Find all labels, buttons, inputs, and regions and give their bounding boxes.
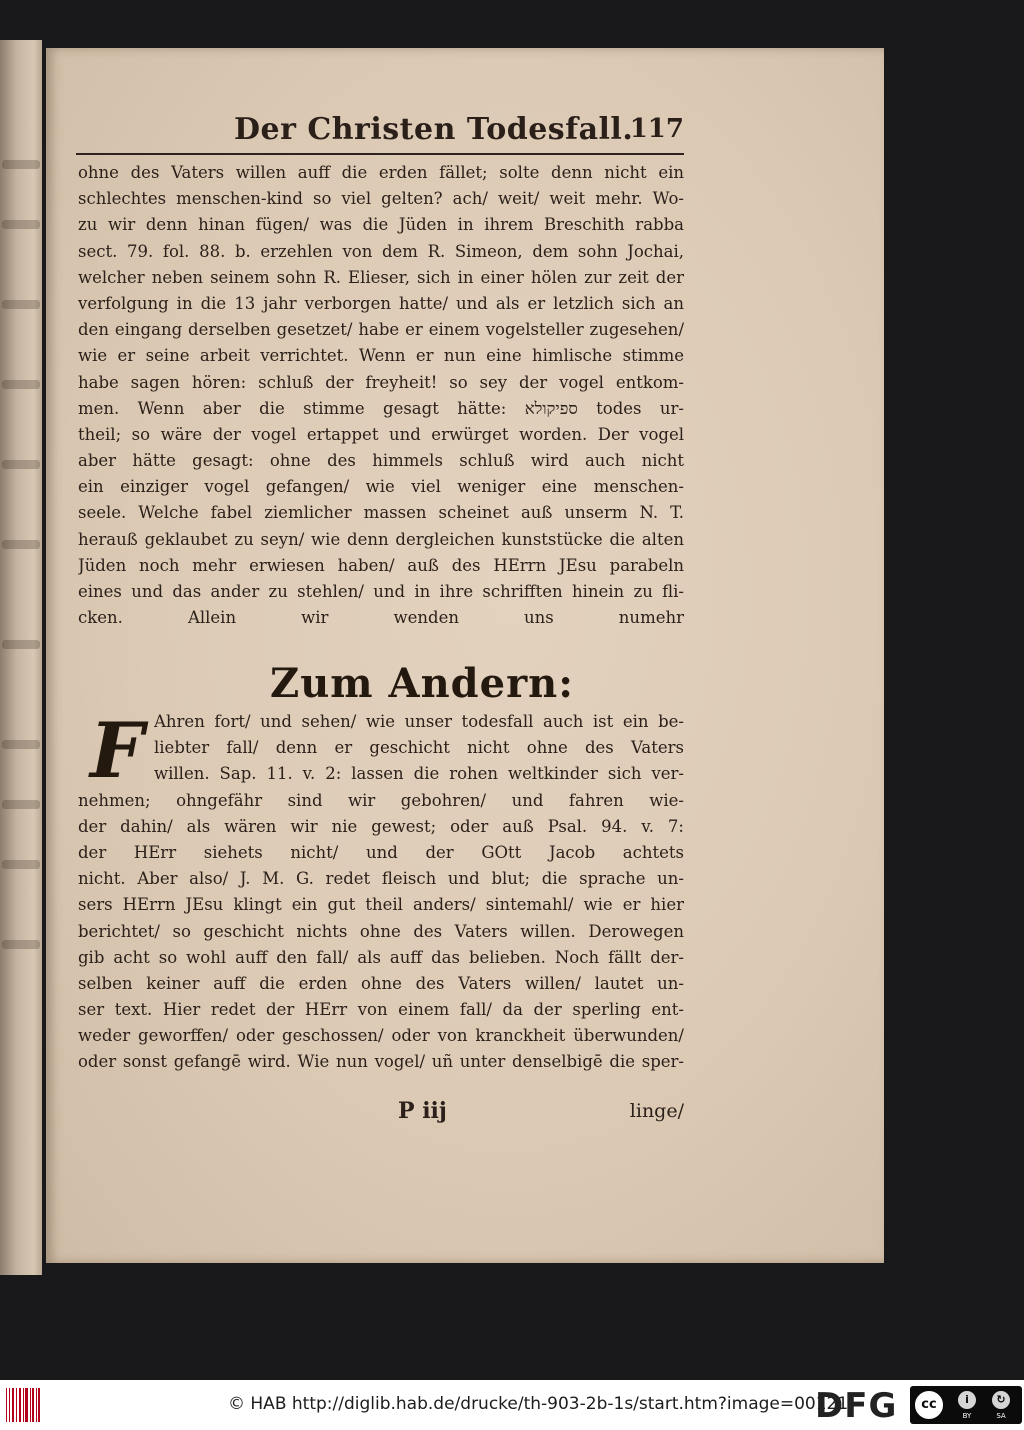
- section-heading: Zum Andern:: [270, 660, 574, 707]
- text-line: sect. 79. fol. 88. b. erzehlen von dem R. Simeon, dem sohn Jochai,: [78, 241, 684, 261]
- text-line: aber hätte gesagt: ohne des himmels schluß wird auch nicht: [78, 451, 684, 471]
- running-title: Der Christen Todesfall.: [234, 112, 634, 147]
- text-line: eines und das ander zu stehlen/ und in ihre schrifften hinein zu fli-: [78, 582, 684, 601]
- header-rule: [76, 153, 684, 155]
- text-line: welcher neben seinem sohn R. Elieser, sich in einer hölen zur zeit der: [78, 267, 684, 287]
- text-line: wie er seine arbeit verrichtet. Wenn er nun eine himlische stimme: [78, 346, 684, 366]
- text-line: ohne des Vaters willen auff die erden fället; solte denn nicht ein: [78, 163, 684, 182]
- text-line: nicht. Aber also/ J. M. G. redet fleisch und blut; die sprache un-: [78, 869, 684, 889]
- text-line: willen. Sap. 11. v. 2: lassen die rohen weltkinder sich ver-: [154, 764, 684, 784]
- by-label: BY: [962, 1412, 972, 1420]
- text-line: sers HErrn JEsu klingt ein gut theil anders/ sintemahl/ wie er hier: [78, 895, 684, 915]
- text-line: Jüden noch mehr erwiesen haben/ auß des HErrn JEsu parabeln: [78, 555, 684, 575]
- drop-cap: F: [90, 706, 144, 795]
- page-number: 117: [629, 114, 684, 144]
- cc-license-badge[interactable]: [910, 1386, 1022, 1424]
- cc-license-icon: cc: [913, 1389, 945, 1421]
- text-line: der dahin/ als wären wir nie gewest; oder auß Psal. 94. v. 7:: [78, 816, 684, 836]
- page-footer: [380, 1098, 684, 1128]
- by-icon: i: [956, 1389, 978, 1411]
- text-line: habe sagen hören: schluß der freyheit! so sey der vogel entkom-: [78, 372, 684, 392]
- body-text: [78, 160, 684, 631]
- text-line: cken. Allein wir wenden uns numehr: [78, 608, 684, 628]
- text-line: schlechtes menschen-kind so viel gelten? ach/ weit/ weit mehr. Wo-: [78, 189, 684, 209]
- barcode-icon: [6, 1388, 40, 1422]
- text-line: herauß geklaubet zu seyn/ wie denn dergleichen kunststücke die alten: [78, 529, 684, 549]
- text-line: selben keiner auff die erden ohne des Vaters willen/ lautet un-: [78, 973, 684, 993]
- text-line: weder geworffen/ oder geschossen/ oder von kranckheit überwunden/: [78, 1026, 684, 1046]
- text-line: Ahren fort/ und sehen/ wie unser todesfall auch ist ein be-: [154, 712, 684, 731]
- text-line: oder sonst gefangē wird. Wie nun vogel/ uñ unter denselbigē die sper-: [78, 1052, 684, 1072]
- text-line: men. Wenn aber die stimme gesagt hätte: ספיקולא todes ur-: [78, 398, 684, 418]
- text-line: berichtet/ so geschicht nichts ohne des Vaters willen. Derowegen: [78, 921, 684, 941]
- signature-mark: P iij: [398, 1098, 447, 1124]
- catchword: linge/: [629, 1100, 684, 1122]
- text-line: nehmen; ohngefähr sind wir gebohren/ und fahren wie-: [78, 790, 684, 810]
- text-line: theil; so wäre der vogel ertappet und erwürget worden. Der vogel: [78, 424, 684, 444]
- dfg-logo: DFG: [815, 1386, 898, 1426]
- text-line: liebter fall/ denn er geschicht nicht ohne des Vaters: [154, 738, 684, 758]
- text-line: der HErr siehets nicht/ und der GOtt Jacob achtets: [78, 842, 684, 862]
- running-header: [84, 110, 684, 154]
- text-line: den eingang derselben gesetzet/ habe er einem vogelsteller zugesehen/: [78, 320, 684, 340]
- text-line: verfolgung in die 13 jahr verborgen hatte/ und als er letzlich sich an: [78, 293, 684, 313]
- text-line: zu wir denn hinan fügen/ was die Jüden in ihrem Breschith rabba: [78, 215, 684, 235]
- sa-icon: ↻: [990, 1389, 1012, 1411]
- section-text: [78, 706, 684, 1076]
- text-line: ein einziger vogel gefangen/ wie viel weniger eine menschen-: [78, 477, 684, 497]
- source-link[interactable]: © HAB http://diglib.hab.de/drucke/th-903-2b-1s/start.htm?image=00121: [228, 1394, 849, 1414]
- text-line: gib acht so wohl auff den fall/ als auff das belieben. Noch fällt der-: [78, 947, 684, 967]
- attribution-bar: [0, 1380, 1024, 1430]
- previous-page-edge: [0, 40, 42, 1275]
- text-line: ser text. Hier redet der HErr von einem fall/ da der sperling ent-: [78, 1000, 684, 1020]
- sa-label: SA: [996, 1412, 1006, 1420]
- text-line: seele. Welche fabel ziemlicher massen scheinet auß unserm N. T.: [78, 503, 684, 523]
